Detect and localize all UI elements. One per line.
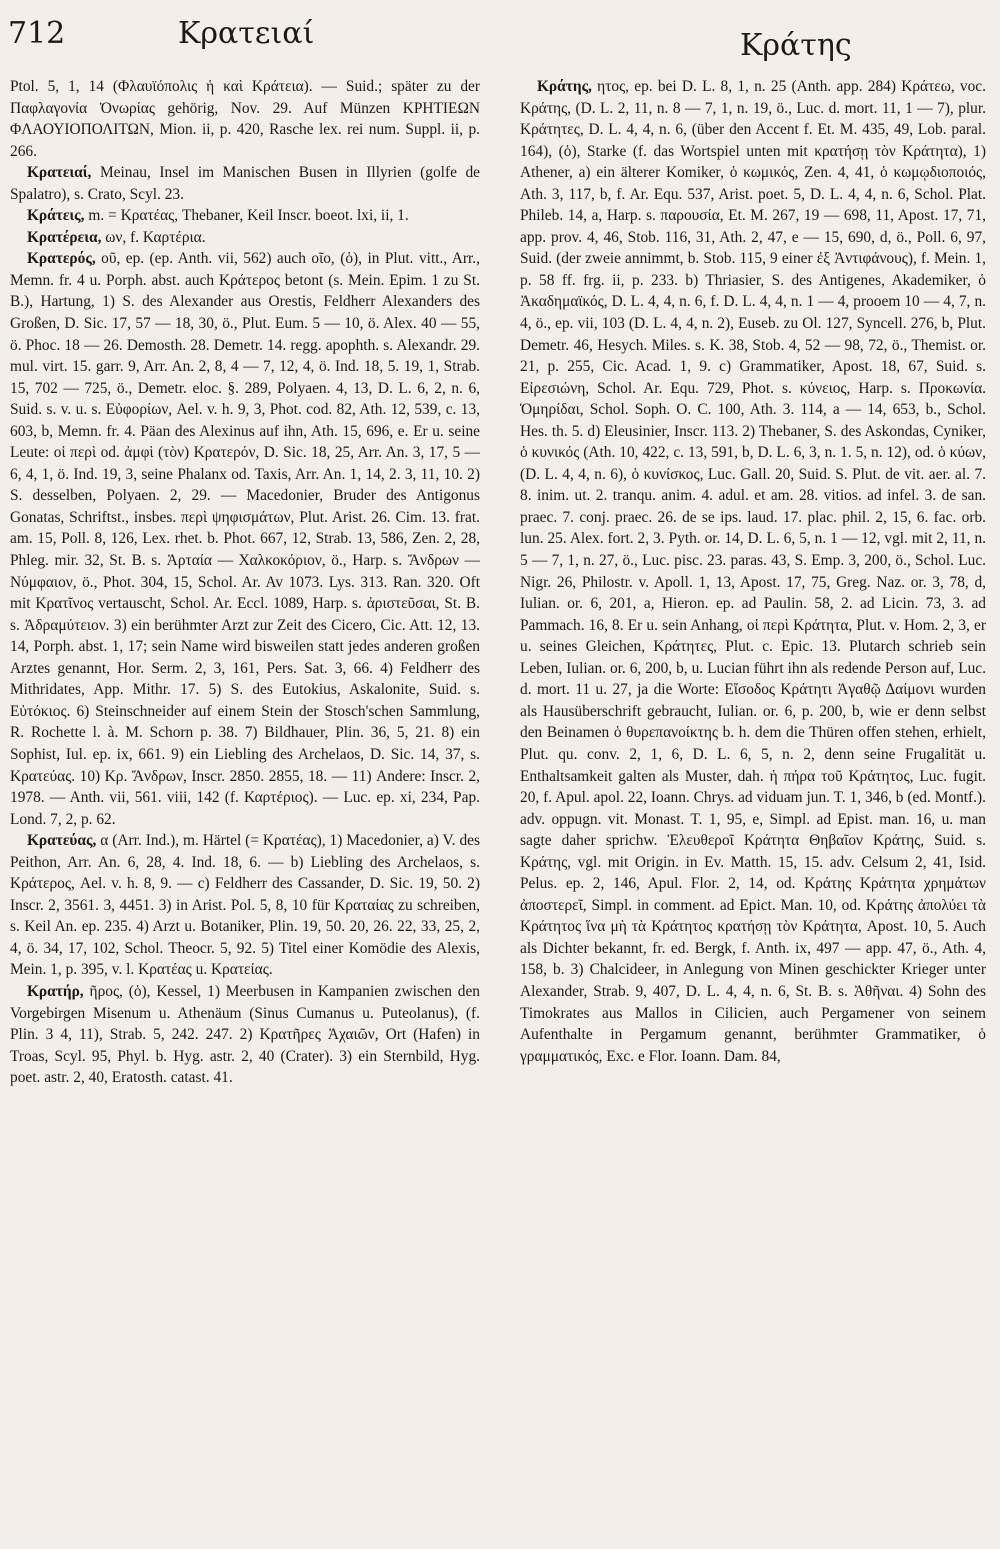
entry-lemma: Κρατερός, [26,250,96,268]
page-number: 712 [8,16,66,51]
entry-lemma: Κρατήρ, [26,982,84,1000]
left-column [10,76,480,1542]
dictionary-entry [10,205,480,227]
entry-text: Ptol. 5, 1, 14 (Φλαυϊόπολις ἡ καὶ Κράτεια). — Suid.; später zu der Παφλαγονία Ὀνωρίας gehörig, Nov. 29. Auf Münzen ΚΡΗΤΙΕΩΝ ΦΛΑΟΥΙΟΠΟΛΙΤΩΝ, Mion. ii, p. 420, Rasche lex. rei num. Suppl. ii, p. 266. [10,78,480,160]
entry-text: ητος, ep. bei D. L. 8, 1, n. 25 (Anth. app. 284) Κράτεω, voc. Κράτης, (D. L. 2, 11, n. 8 — 7, 1, n. 19, ö., Luc. d. mort. 11, 1 — 7), plur. Κράτητες, D. L. 4, 4, n. 6, (über den Accent f. Et. M. 435, 49, Lob. paral. 164), (ὁ), Starke (f. das Wortspiel unten mit κρατήσῃ τὸν Κράτητα), 1) Athener, a) ein älterer Komiker, ὁ κωμικός, Zen. 4, 41, ὁ κωμῳδιοποιός, Ath. 3, 117, b, f. Ar. Equ. 537, Arist. poet. 5, D. L. 4, 4, n. 6, Schol. Plat. Phileb. 14, a, Harp. s. παρουσία, Et. M. 267, 19 — 698, 11, Apost. 17, 71, app. prov. 4, 46, Stob. 116, 31, Ath. 2, 47, e — 15, 690, d, ö., Poll. 6, 97, Suid. (der zweie annimmt, b. Stob. 115, 9 einer ἐξ Ἀντιφάνους), f. Mein. 1, p. 58 ff. frg. ii, p. 233. b) Thriasier, S. des Antigenes, Akademiker, ὁ Ἀκαδημαϊκός, D. L. 4, 4, n. 6, f. D. L. 4, 4, n. 1 — 4, prooem 10 — 4, 7, n. 4, ö., ep. vii, 103 (D. L. 4, 4, n. 2), Euseb. zu Ol. 127, Syncell. 276, b, Plut. Demetr. 46, Hesych. Miles. s. K. 38, Stob. 4, 52 — 98, 72, ö., Themist. or. 21, p. 255, Cic. Acad. 1, 9. c) Grammatiker, Apost. 18, 67, Suid. s. Εἰρεσιώνη, Schol. Ar. Equ. 729, Phot. s. κύνειος, Harp. s. Προκωνία. Ὁμηρίδαι, Schol. Soph. O. C. 100, Ath. 3. 114, a — 14, 653, b., Schol. Hes. th. 5. d) Eleusinier, Inscr. 113. 2) Thebaner, S. des Askondas, Cyniker, ὁ κυνικός (Ath. 10, 422, c. 13, 591, b, D. L. 6, 3, n. 1. 5, n. 12), od. ὁ κύων, (D. L. 4, 4, n. 6), ὁ κυνίσκος, Luc. Gall. 20, Suid. S. Plut. de vit. aer. al. 7. 8. inim. ut. 2. tranqu. anim. 4. adul. et am. 28. vitios. ad infel. 3. de san. praec. 7. conj. praec. 26. de se ips. laud. 17. plac. phil. 2, 15, 6. fac. orb. lun. 25. Alex. fort. 2, 3. Pyth. or. 14, D. L. 6, 5, n. 1 — 12, vgl. mit 2, 11, n. 5 — 7, 1, n. 27, ö., Luc. pisc. 23. paras. 43, S. Emp. 3, 200, ö., Schol. Luc. Nigr. 26, Philostr. v. Apoll. 1, 13, Apost. 17, 75, Greg. Naz. or. 3, 78, d, Iulian. or. 6, 201, a, Hieron. ep. ad Paulin. 58, 2. ad Licin. 73, 3. ad Pammach. 16, 8. Er u. sein Anhang, οἱ περὶ Κράτητα, Plut. v. Hom. 2, 3, er u. seines Gleichen, Κράτητες, Plut. c. Epic. 13. Plutarch schrieb sein Leben, Iulian. or. 6, 200, b, u. Lucian führt ihn als redende Person auf, Luc. d. mort. 11 u. 27, ja die Worte: Εἴσοδος Κράτητι Ἀγαθῷ Δαίμονι wurden als Hausüberschrift gebraucht, Iulian. or. 6, p. 200, b, wie er denn selbst den Beinamen ὁ θυρεπανοίκτης b. h. dem die Thüren offen stehen, erhielt, Plut. qu. conv. 2, 1, 6, D. L. 6, 5, n. 2, denn seine Frugalität u. Enthaltsamkeit galten als Muster, dah. ἡ πήρα τοῦ Κράτητος, Luc. fugit. 20, f. Apul. apol. 22, Ioann. Chrys. ad viduam jun. T. 1, 346, b (ed. Montf.). adv. oppugn. vit. Monast. T. 1, 95, e, Simpl. ad Epist. man. 16, u. man sagte daher sprichw. Ἐλευθεροῖ Κράτητα Θηβαῖον Κράτης, Suid. s. Κράτης, vgl. mit Origin. in Ev. Matth. 15, 15. adv. Celsum 2, 41, Isid. Pelus. ep. 2, 146, Apul. Flor. 2, 14, od. Κράτης Κράτητα χρημάτων ἀποστερεῖ, Simpl. in comment. ad Epict. Man. 10, od. Κράτης ἀπολύει τὰ Κράτητος ἵνα μὴ τὰ Κράτητος κρατήσῃ τὸν Κράτητα, Apost. 10, 5. Auch als Dichter bekannt, fr. ed. Bergk, f. Anth. ix, 497 — app. 47, ö., Ath. 4, 158, b. 3) Chalcideer, in Anlegung von Minen geschickter Krieger unter Alexander, Strab. 9, 407, D. L. 4, 4, n. 6, St. B. s. Ἀθῆναι. 4) Sohn des Timokrates aus Mallos in Cilicien, auch Pergamener von seinem Aufenthalte in Pergamum genannt, berühmter Grammatiker, ὁ γραμματικός, Exc. e Flor. Ioann. Dam. 84, [520,78,986,1065]
entry-text: Meinau, Insel im Manischen Busen in Illyrien (golfe de Spalatro), s. Crato, Scyl. 23. [10,164,480,203]
entry-lemma: Κράτης, [536,78,592,95]
entry-text: οῦ, ep. (ep. Anth. vii, 562) auch οῖο, (ὁ), in Plut. vitt., Arr., Memn. fr. 4 u. Porph. abst. auch Κράτερος betont (s. Mein. Epim. 1 zu St. B.), Hartung, 1) S. des Alexander aus Orestis, Feldherr Alexanders des Großen, D. Sic. 17, 57 — 18, 30, ö., Plut. Eum. 5 — 10, ö. Alex. 40 — 55, ö. Phoc. 18 — 26. Demosth. 28. Demetr. 14. regg. apophth. s. Alexandr. 29. mul. virt. 15. garr. 9, Arr. An. 2, 8, 4 — 7, 12, 4, ö. Ind. 18, 5. 19, 1, Strab. 15, 702 — 725, ö., Demetr. eloc. §. 289, Polyaen. 4, 13, D. L. 6, 2, n. 6, Suid. s. v. u. s. Εὐφορίων, Ael. v. h. 9, 3, Phot. cod. 82, Ath. 12, 539, c. 13, 603, b, Memn. fr. 4. Päan des Alexinus auf ihn, Ath. 15, 696, e. Er u. seine Leute: οἱ περὶ od. ἀμφὶ (τὸν) Κρατερόν, D. Sic. 18, 25, Arr. An. 3, 17, 5 — 6, 4, 1, ö. Ind. 19, 3, seine Phalanx od. Taxis, Arr. An. 1, 14, 2. 3, 11, 10. 2) S. desselben, Polyaen. 2, 29. — Macedonier, Bruder des Antigonus Gonatas, Schriftst., insbes. περὶ ψηφισμάτων, Plut. Arist. 26. Cim. 13. frat. am. 15, Poll. 8, 126, Lex. rhet. b. Phot. 667, 12, Strab. 13, 586, Zen. 2, 28, Phleg. mir. 32, St. B. s. Ἀρταία — Χαλκοκόριον, ö., Harp. s. Ἄνδρων — Νύμφαιον, ö., Phot. 304, 15, Schol. Ar. Av 1073. Lys. 313. Ran. 320. Oft mit Κρατῖνος vertauscht, Schol. Ar. Eccl. 1089, Harp. s. ἀριστεῦσαι, St. B. s. Ἀδραμύτειον. 3) ein berühmter Arzt zur Zeit des Cicero, Cic. Att. 12, 13. 14, Porph. abst. 1, 17; sein Name wird bisweilen statt jedes anderen großen Arztes genannt, Hor. Serm. 2, 3, 161, Pers. Sat. 3, 66. 4) Feldherr des Mithridates, App. Mithr. 17. 5) S. des Eutokius, Askalonite, Suid. s. Εὐτόκιος. 6) Steinschneider auf einem Stein der Stosch'schen Sammlung, R. Rochette l. à. M. Schorn p. 38. 7) Bildhauer, Plin. 36, 5, 21. 8) ein Sophist, Iul. ep. ix, 661. 9) ein Liebling des Archelaos, D. Sic. 14, 37, s. Κρατεύας. 10) Κρ. Ἄνδρων, Inscr. 2850. 2855, 18. — 11) Andere: Inscr. 2, 1978. — Anth. vii, 561. viii, 142 (f. Καρτέριος). — Luc. ep. xi, 234, Pap. Lond. 7, 2, p. 62. [10,250,480,828]
page-header [8,12,978,62]
entry-lemma: Κράτεις, [26,207,85,225]
entry-text: α (Arr. Ind.), m. Härtel (= Κρατέας), 1) Macedonier, a) V. des Peithon, Arr. An. 6, 28, 4. Ind. 18, 6. — b) Liebling des Archelaos, s. Κράτερος, Ael. v. h. 8, 9. — c) Feldherr des Cassander, D. Sic. 19, 50. 2) Inscr. 2, 3561. 3, 4451. 3) in Arist. Pol. 5, 8, 10 für Κραταίας zu schreiben, s. Keil An. ep. 235. 4) Arzt u. Botaniker, Plin. 19, 50. 20, 26. 22, 33, 25, 2, 4, ö. 34, 17, 102, Schol. Theocr. 5, 92. 5) Titel einer Komödie des Alexis, Mein. 1, p. 395, v. l. Κρατέας u. Κρατείας. [10,832,480,979]
dictionary-entry [10,227,480,249]
dictionary-entry [10,76,480,162]
dictionary-entry [520,76,986,1067]
dictionary-entry [10,830,480,981]
dictionary-entry [10,248,480,830]
left-running-head: Κρατειαί [178,16,315,51]
entry-lemma: Κρατεύας, [26,832,97,850]
dictionary-entry [10,981,480,1089]
entry-lemma: Κρατέρεια, [26,228,102,246]
entry-text: ῆρος, (ὁ), Kessel, 1) Meerbusen in Kampanien zwischen den Vorgebirgen Misenum u. Athenäum (Sinus Cumanus u. Puteolanus), (f. Plin. 3 4, 11), Strab. 5, 242. 247. 2) Κρατῆρες Ἀχαιῶν, Ort (Hafen) in Troas, Scyl. 95, Phyl. b. Hyg. astr. 2, 40 (Crater). 3) ein Sternbild, Hyg. poet. astr. 2, 40, Eratosth. catast. 41. [10,982,480,1087]
right-running-head: Κράτης [740,28,852,63]
entry-lemma: Κρατειαί, [26,164,92,182]
right-column [520,76,986,1542]
entry-text: m. = Κρατέας, Thebaner, Keil Inscr. boeot. lxi, ii, 1. [88,207,409,225]
entry-text: ων, f. Καρτέρια. [105,228,206,246]
dictionary-entry [10,162,480,205]
